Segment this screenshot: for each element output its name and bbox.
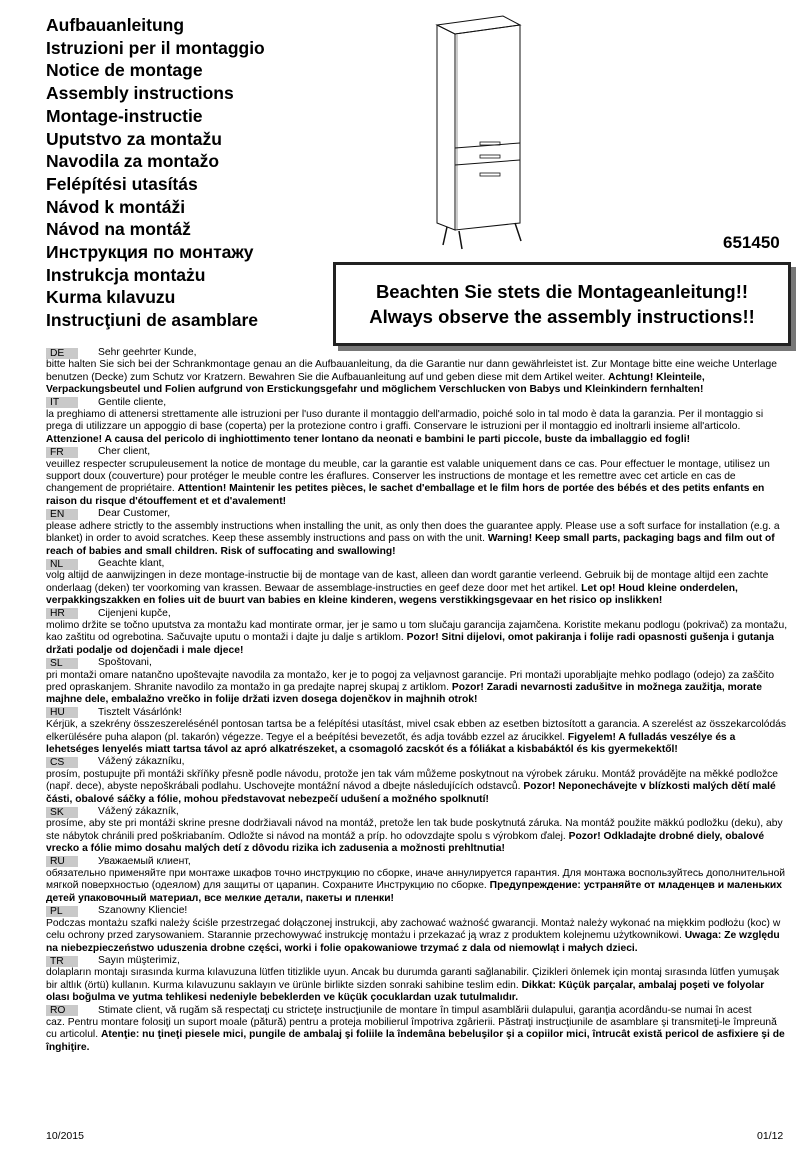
greeting: Tisztelt Vásárlónk! bbox=[98, 706, 182, 718]
section-header bbox=[46, 657, 790, 669]
section-text bbox=[46, 918, 790, 955]
greeting: Geachte klant, bbox=[98, 557, 165, 569]
section-text bbox=[46, 868, 790, 905]
warning-text: Atenţie: nu ţineţi piesele mici, pungile de ambalaj şi foliile la îndemâna bebeluşilor şi a copiilor mici, întrucât există pericol de asfixiere şi de înghiţire. bbox=[46, 1029, 785, 1053]
section-header bbox=[46, 856, 790, 868]
section-cs bbox=[46, 756, 790, 806]
body-text: pri montaži omare natančno upoštevajte navodila za montažo, ker je to pogoj za veljavnost garancije. Pri montaži uporabljajte mehko podlago (odejo) za zaščito pred opraskanjem. Shranite navodilo za montažo in ga predajte naprej skupaj z artiklom. bbox=[46, 669, 775, 693]
language-tag: IT bbox=[46, 397, 78, 408]
section-tr bbox=[46, 955, 790, 1005]
section-pl bbox=[46, 905, 790, 955]
section-header bbox=[46, 955, 790, 967]
title-9: Návod na montáž bbox=[46, 219, 191, 240]
body-text: Kérjük, a szekrény összeszerelésénél pontosan tartsa be a felépítési utasítást, mivel csak ebben az esetben biztosított a garancia. A szerelést az összekarcolódás elkerülésére puha alapon (pl. takarón) végezze. Tegye el a beépítési bevezetőt, és adja tovább ezzel az árucikkel. bbox=[46, 719, 787, 743]
section-header bbox=[46, 446, 790, 458]
greeting: Vážený zákazníku, bbox=[98, 756, 185, 768]
title-7: Felépítési utasítás bbox=[46, 173, 198, 194]
title-12: Kurma kılavuzu bbox=[46, 287, 176, 308]
section-text bbox=[46, 409, 790, 446]
section-header bbox=[46, 347, 790, 359]
section-nl bbox=[46, 558, 790, 608]
section-text bbox=[46, 570, 790, 607]
footer-page: 01/12 bbox=[757, 1130, 784, 1142]
section-header bbox=[46, 756, 790, 768]
body-text: la preghiamo di attenersi strettamente alle istruzioni per l'uso durante il montaggio dell'armadio, poiché solo in tal modo è data la garanzia. Per il montaggio si prega di utilizzare un appoggio di base (coperta) per la protezione contro i graffi. Conservare le istruzioni per il montaggio ed inoltrarli insieme all'articolo. bbox=[46, 409, 764, 433]
section-ru bbox=[46, 856, 790, 906]
body-text: dolapların montajı sırasında kurma kılavuzuna lütfen titizlikle uyun. Ancak bu durumda garanti sağlanabilir. Çizikleri önlemek için montaj sırasında lütfen yumuşak bir altlık (örtü) kullanın. Kurma kılavuzunu saklayın ve ürünle birlikte sizden sonraki sahibine teslim edin. bbox=[46, 967, 780, 991]
title-11: Instrukcja montażu bbox=[46, 264, 206, 285]
instructions-body bbox=[46, 347, 790, 1054]
section-fr bbox=[46, 446, 790, 508]
language-tag: TR bbox=[46, 956, 78, 967]
warning-text: Attenzione! A causa del pericolo di inghiottimento tener lontano da neonati e bambini le parti piccole, buste da imballaggio ed fogli! bbox=[46, 433, 690, 445]
language-tag: RU bbox=[46, 856, 78, 867]
language-tag: HR bbox=[46, 608, 78, 619]
warning-text: Achtung! Kleinteile, Verpackungsbeutel und Folien aufgrund von Erstickungsgefahr und möglichem Verschlucken von Babys und Kleinkindern fernhalten! bbox=[46, 371, 705, 396]
title-13: Instrucţiuni de asamblare bbox=[46, 310, 259, 331]
warning-text: Figyelem! A fulladás veszélye és a lehetséges lenyelés miatt tartsa távol az apró alkatrészeket, a csomagoló zacskót és a fóliákat a kisbabáktól és kis gyermekektől! bbox=[46, 731, 736, 755]
section-text bbox=[46, 459, 790, 509]
warning-text: Pozor! Odkladajte drobné diely, obalové vrecko a fólie mimo dosahu malých detí z dôvodu rizika ich zadusenia a možnosti prehltnutia! bbox=[46, 830, 765, 855]
section-it bbox=[46, 397, 790, 447]
title-list bbox=[46, 14, 346, 332]
footer-date: 10/2015 bbox=[46, 1130, 84, 1142]
title-8: Návod k montáži bbox=[46, 196, 186, 217]
section-de bbox=[46, 347, 790, 397]
language-tag: FR bbox=[46, 447, 78, 458]
warning-text: Pozor! Zaradi nevarnosti zadušitve in možnega zaužitja, morate majhne dele, embalažno vrečko in folije držati izven dosega dojenčkov in majhnih otrok! bbox=[46, 681, 762, 706]
cabinet-illustration bbox=[435, 15, 525, 250]
section-ro bbox=[46, 1005, 790, 1055]
language-tag: HU bbox=[46, 707, 78, 718]
body-text: veuillez respecter scrupuleusement la notice de montage du meuble, car la garantie est valable uniquement dans ce cas. Pour effectuer le montage, utilisez un support doux (couverture) pour protéger le meuble contre les éraflures. Conserver les instructions de montage et les remettre avec cet article en cas de changement de propriétaire. bbox=[46, 458, 770, 495]
language-tag: SL bbox=[46, 658, 78, 669]
section-text bbox=[46, 769, 790, 806]
section-header bbox=[46, 608, 790, 620]
warning-text: Предупреждение: устраняйте от младенцев и маленьких детей упаковочный материал, все мелкие детали, пакеты и пленки! bbox=[46, 880, 782, 904]
body-text: prosíme, aby ste pri montáži skrine presne dodržiavali návod na montáž, pretože len tak bude poskytnutá záruka. Na montáž použite mäkkú podložku (deku), aby ste nábytok chránili pred poškriabaním. Odložte si návod na montáž a príp. ho odovzdajte spolu s výrobkom ďalej. bbox=[46, 818, 783, 842]
title-0: Aufbauanleitung bbox=[46, 15, 185, 35]
warning-text: Pozor! Neponechávejte v blízkosti malých dětí malé části, obalové sáčky a fólie, mohou představovat nebezpečí udušení a možného spolknutí! bbox=[46, 781, 776, 805]
section-text bbox=[46, 818, 790, 855]
greeting: Уважаемый клиент, bbox=[98, 855, 191, 867]
section-header bbox=[46, 508, 790, 520]
title-5: Uputstvo za montažu bbox=[46, 128, 222, 149]
title-2: Notice de montage bbox=[46, 60, 203, 81]
section-header bbox=[46, 905, 790, 917]
greeting: Vážený zákazník, bbox=[98, 806, 179, 818]
body-text: prosím, postupujte při montáži skříňky přesně podle návodu, protože jen tak vám můžeme poskytnout na výrobek záruku. Montáž provádějte na měkké podložce (např. dece), abyste nepoškrábali podlahu. Uschovejte montážní návod a dbejte následujících odstavců. bbox=[46, 768, 779, 793]
title-4: Montage-instructie bbox=[46, 105, 203, 126]
section-hr bbox=[46, 608, 790, 658]
greeting: Sayın müşterimiz, bbox=[98, 954, 180, 966]
body-text: volg altijd de aanwijzingen in deze montage-instructie bij de montage van de kast, alleen dan wordt garantie verleend. Gebruik bij de montage altijd een zachte onderlaag (deken) ter voorkoming van krassen. Bewaar de assemblage-instructies en geef deze door met het artikel. bbox=[46, 570, 769, 594]
body-text: caz. Pentru montare folosiţi un suport moale (pătură) pentru a proteja mobilierul împotriva zgârierii. Păstraţi instrucţiunile de asamblare şi transmiteţi-le împreună cu articolul. bbox=[46, 1016, 777, 1041]
section-header bbox=[46, 806, 790, 818]
greeting: Szanowny Kliencie! bbox=[98, 905, 188, 917]
title-10: Инструкция по монтажу bbox=[46, 242, 254, 263]
section-header bbox=[46, 1005, 790, 1017]
section-text bbox=[46, 967, 790, 1004]
greeting: Dear Customer, bbox=[98, 508, 171, 520]
notice-box bbox=[333, 262, 791, 346]
body-text: Podczas montażu szafki należy ściśle przestrzegać dołączonej instrukcji, aby zachować ważność gwarancji. Montaż należy wykonać na miękkim podłożu (koc) w celu ochrony przed zarysowaniem. Starannie przechowywać instrukcję montażu i przekazać ją wraz z produktem kolejnemu użytkownikowi. bbox=[46, 917, 781, 942]
warning-text: Attention! Maintenir les petites pièces, le sachet d'emballage et le film hors de portée des bébés et des petits enfants en raison du risque d'étouffement et et d'avalement! bbox=[46, 483, 765, 507]
body-text: please adhere strictly to the assembly instructions when installing the unit, as only then does the guarantee apply. Please use a soft surface for installation (e.g. a blanket) in order to avoid scratches. Keep these assembly instructions and pass on with the unit. bbox=[46, 520, 780, 545]
section-text bbox=[46, 670, 790, 707]
language-tag: NL bbox=[46, 559, 78, 570]
body-text: bitte halten Sie sich bei der Schrankmontage genau an die Aufbauanleitung, da die Garantie nur dann gewährleistet ist. Zur Montage bitte eine weiche Unterlage benutzen (Decke) zum Schutz vor Kratzern. Bewahren Sie die Aufbauanleitung auf und geben diese mit dem Artikel weiter. bbox=[46, 359, 777, 383]
body-text: molimo držite se točno uputstva za montažu kad montirate ormar, jer je samo u tom slučaju garancija zajamčena. Koristite mekanu podlogu (pokrivač) za montažu, kao zaštitu od ogrebotina. Sačuvajte uputu o montaži i dajte ju dalje s artiklom. bbox=[46, 619, 788, 644]
section-text bbox=[46, 620, 790, 657]
section-sl bbox=[46, 657, 790, 707]
notice-line-2: Always observe the assembly instructions!! bbox=[369, 306, 755, 327]
section-header bbox=[46, 558, 790, 570]
greeting: Sehr geehrter Kunde, bbox=[98, 347, 197, 358]
language-tag: RO bbox=[46, 1005, 78, 1016]
language-tag: DE bbox=[46, 348, 78, 359]
section-sk bbox=[46, 806, 790, 856]
section-en bbox=[46, 508, 790, 558]
title-1: Istruzioni per il montaggio bbox=[46, 37, 265, 58]
language-tag: SK bbox=[46, 807, 78, 818]
language-tag: CS bbox=[46, 757, 78, 768]
article-number: 651450 bbox=[723, 233, 780, 252]
language-tag: EN bbox=[46, 509, 78, 520]
greeting: Gentile cliente, bbox=[98, 396, 167, 408]
greeting: Cher client, bbox=[98, 446, 151, 458]
body-text: обязательно применяйте при монтаже шкафов точно инструкцию по сборке, иначе аннулируется гарантия. Для монтажа воспользуйтесь дополнительной мягкой поверхностью (одеялом) для защиты от царапин. Сохраните Инструкцию по сборке. bbox=[46, 868, 786, 892]
warning-text: Warning! Keep small parts, packaging bags and film out of reach of babies and small children. Risk of suffocating and swallowing! bbox=[46, 533, 775, 557]
notice-line-1: Beachten Sie stets die Montageanleitung!! bbox=[375, 281, 749, 302]
warning-text: Pozor! Sitni dijelovi, omot pakiranja i folije radi opasnosti gušenja i gutanja držati podalje od dojenčadi i male djece! bbox=[46, 632, 774, 656]
warning-text: Let op! Houd kleine onderdelen, verpakkingszakken en folies uit de buurt van babies en kleine kinderen, wegens verstikkingsgevaar en het risico op inslikken! bbox=[46, 582, 738, 607]
language-tag: PL bbox=[46, 906, 78, 917]
section-text bbox=[46, 359, 790, 396]
section-header bbox=[46, 397, 790, 409]
section-text bbox=[46, 719, 790, 756]
greeting: Cijenjeni kupče, bbox=[98, 607, 171, 619]
warning-text: Uwaga: Ze względu na niebezpieczeństwo uduszenia drobne części, worki i folie opakowaniowe trzymać z dala od niemowląt i małych dzieci. bbox=[46, 930, 780, 954]
section-text bbox=[46, 1017, 790, 1054]
warning-text: Dikkat: Küçük parçalar, ambalaj poşeti ve folyolar olası boğulma ve yutma tehlikesi nedeniyle bebeklerden ve küçük çocuklardan uzak tutulmalıdır. bbox=[46, 979, 765, 1004]
greeting: Spoštovani, bbox=[98, 657, 152, 669]
greeting: Stimate client, vă rugăm să respectaţi cu stricteţe instrucţiunile de montare în timpul asamblării dulapului, garanţia acordându-se numai în acest bbox=[98, 1004, 752, 1016]
section-hu bbox=[46, 707, 790, 757]
section-header bbox=[46, 707, 790, 719]
title-3: Assembly instructions bbox=[46, 83, 234, 104]
section-text bbox=[46, 521, 790, 558]
title-6: Navodila za montažo bbox=[46, 151, 220, 172]
